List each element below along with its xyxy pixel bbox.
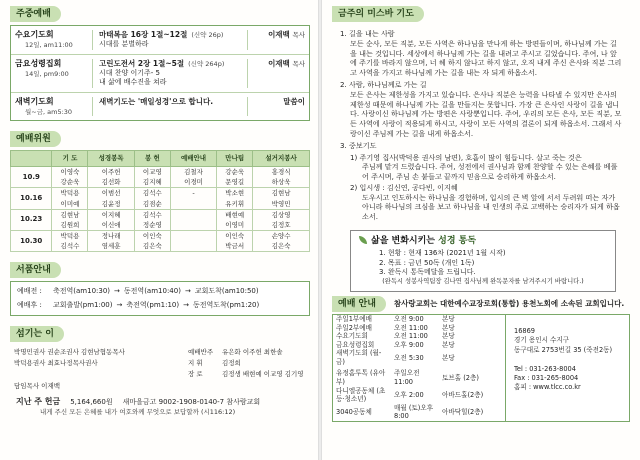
preacher-cell bbox=[247, 97, 305, 117]
service-row bbox=[333, 324, 505, 333]
service-name: 3040공동체 bbox=[336, 407, 372, 416]
service-place: 본당 bbox=[442, 323, 455, 332]
leaf-icon bbox=[359, 236, 367, 244]
contact-line: 홈피 : www.tlcc.co.kr bbox=[514, 383, 581, 392]
service-place: 아바드홀(2층) bbox=[442, 390, 484, 399]
service-info-header bbox=[332, 296, 630, 312]
servers-list bbox=[10, 345, 310, 382]
service-time: 매월 (토)오후 8:00 bbox=[394, 403, 434, 421]
service-name: 주일1부예배 bbox=[336, 315, 373, 324]
worship-name: 금요성령집회 bbox=[15, 58, 62, 68]
service-times-table bbox=[333, 315, 505, 421]
worship-scripture-cell bbox=[93, 30, 247, 50]
server-names: 유은화 이주헌 최한솔 bbox=[222, 348, 283, 357]
service-name: 수요기도회 bbox=[336, 332, 368, 341]
staff-cell bbox=[170, 220, 216, 231]
staff-cell: 이신애 bbox=[88, 220, 134, 231]
staff-header: 예배안내 bbox=[170, 151, 216, 167]
worship-name: 새벽기도회 bbox=[15, 96, 54, 106]
preacher-title: 목사 bbox=[292, 59, 305, 68]
staff-cell: 박덕용 bbox=[52, 230, 88, 241]
scripture-line bbox=[99, 78, 247, 87]
staff-cell: 김은숙 bbox=[253, 241, 310, 252]
campaign-item: 1. 현황 : 현재 136차 (2021년 1월 시작) bbox=[379, 249, 506, 258]
worship-row bbox=[11, 93, 309, 121]
bank-account: 새마을금고 9002-1908-0140-7 참사람교회 bbox=[122, 398, 261, 407]
staff-cell: 이지혜 bbox=[88, 209, 134, 220]
scripture-line bbox=[99, 30, 247, 40]
staff-header: 성경봉독 bbox=[88, 151, 134, 167]
staff-cell: 이경미 bbox=[170, 177, 216, 188]
shuttle-stops bbox=[53, 301, 303, 310]
arrow-icon: → bbox=[116, 300, 123, 309]
server-role-line bbox=[188, 369, 306, 380]
staff-row bbox=[11, 199, 310, 210]
scripture-ref: 시대를 분별하라 bbox=[99, 40, 149, 49]
service-name: 금요성령집회 bbox=[336, 340, 375, 349]
worship-row bbox=[11, 55, 309, 93]
staff-header: 기 도 bbox=[52, 151, 88, 167]
shuttle-label: 예배전 : bbox=[17, 287, 42, 296]
staff-cell: 김석수 bbox=[52, 241, 88, 252]
staff-row bbox=[11, 220, 310, 231]
service-info-title: 예배 안내 bbox=[332, 296, 386, 312]
scripture-line bbox=[99, 69, 247, 78]
worship-name-cell bbox=[15, 97, 93, 117]
staff-cell: 정순영 bbox=[134, 220, 170, 231]
shuttle-section-title: 서품안내 bbox=[10, 262, 61, 278]
staff-cell bbox=[170, 199, 216, 210]
scripture-line bbox=[99, 59, 247, 69]
prayer-item-title: 2. 사람, 하나님께로 가는 길 bbox=[340, 80, 427, 90]
staff-cell: 김철자 bbox=[170, 167, 216, 178]
staff-row bbox=[11, 241, 310, 252]
campaign-title-highlight: 성경 통독 bbox=[438, 235, 477, 246]
staff-header: 봉 헌 bbox=[134, 151, 170, 167]
staff-cell: 김정호 bbox=[253, 220, 310, 231]
servers-section-title: 섬기는 이 bbox=[10, 326, 64, 342]
service-place: 아바닥힐(2층) bbox=[442, 407, 484, 416]
staff-cell: 강순욱 bbox=[52, 177, 88, 188]
service-place: 본당 bbox=[442, 315, 455, 324]
staff-header-date bbox=[11, 151, 52, 167]
arrow-icon: → bbox=[184, 287, 191, 296]
preacher-title: 목사 bbox=[292, 31, 305, 40]
staff-cell: 김원희 bbox=[52, 220, 88, 231]
preacher-cell bbox=[247, 30, 305, 50]
campaign-title bbox=[359, 235, 607, 247]
intercession-item bbox=[340, 153, 622, 182]
prayer-list bbox=[332, 25, 630, 226]
scripture-page: (신약 26p) bbox=[191, 31, 224, 40]
scripture-ref: 내 삶에 배수진을 쳐라 bbox=[99, 78, 167, 87]
shuttle-stop: 교회도착(am10:50) bbox=[194, 287, 259, 296]
left-page bbox=[0, 0, 318, 460]
staff-cell: 이교영 bbox=[134, 167, 170, 178]
staff-cell: 김점순 bbox=[134, 199, 170, 210]
staff-cell: 이영숙 bbox=[52, 167, 88, 178]
server-names: 김정희 bbox=[222, 359, 241, 368]
staff-cell: 하상욱 bbox=[253, 177, 310, 188]
staff-table bbox=[10, 150, 310, 252]
worship-time: 월~금, am5:30 bbox=[25, 107, 73, 116]
staff-cell: 강순욱 bbox=[217, 167, 253, 178]
server-role-line bbox=[188, 358, 306, 369]
service-time: 오전 5:30 bbox=[394, 353, 424, 362]
staff-cell: 김지혜 bbox=[134, 177, 170, 188]
contact-line: Tel : 031-263-8004 bbox=[514, 364, 576, 373]
service-name: 유정홈투톡 (유아부) bbox=[336, 369, 386, 387]
prayer-item-body: 모든 은사는 제한성을 가지고 있습니다. 은사나 직분은 능력을 나타낼 수 있지만 은사의 제한성 때문에 하나님께 가는 길을 만들지는 못합니다. 가장 큰 은사인 사랑이 길을 냅니다. 사랑이신 하나님께 가는 방편은 사랑뿐입니다. 주여, 우리의 모든 은사, 모든 직분, 모든 사역에 사랑이 적용되게 하시고, 사랑이 모든 사역의 결론이 되게 하옵소서. 그래서 사랑이신 주님께 가는 길을 내게 하옵소서. bbox=[350, 89, 622, 138]
service-time: 오전 11:00 bbox=[394, 323, 428, 332]
intercession-body: 도우시고 인도하시는 하나님을 경험하며, 입시의 큰 벽 앞에 서서 두려워 떠는 자가 아니라 하나님의 크심을 보고 하나님을 내 인생의 주로 고백하는 승리자가 되게 하옵소서. bbox=[362, 192, 620, 222]
bible-reading-campaign bbox=[350, 230, 616, 292]
prayer-item bbox=[340, 29, 622, 78]
scripture-ref: 고린도전서 2장 1절~5절 bbox=[99, 58, 185, 68]
staff-cell: 염세훈 bbox=[88, 241, 134, 252]
staff-cell: 김현남 bbox=[253, 188, 310, 199]
service-time: 오전 9:00 bbox=[394, 315, 424, 324]
worship-scripture-cell bbox=[93, 59, 247, 88]
worship-name: 수요기도회 bbox=[15, 30, 54, 40]
service-name: 새벽기도회 (월-금) bbox=[336, 349, 382, 366]
staff-cell: 정나래 bbox=[88, 230, 134, 241]
staff-cell bbox=[170, 230, 216, 241]
staff-row bbox=[11, 230, 310, 241]
staff-cell: 김선화 bbox=[88, 177, 134, 188]
staff-cell: 손양수 bbox=[253, 230, 310, 241]
staff-cell: 김은숙 bbox=[134, 241, 170, 252]
staff-cell: 이인숙 bbox=[217, 230, 253, 241]
shuttle-label: 예배후 : bbox=[17, 300, 42, 309]
staff-cell: 김윤정 bbox=[88, 199, 134, 210]
staff-cell: 홍경식 bbox=[253, 167, 310, 178]
church-address bbox=[505, 315, 629, 421]
scripture-page: (신약 264p) bbox=[188, 59, 225, 68]
service-row bbox=[333, 404, 505, 421]
staff-cell bbox=[170, 209, 216, 220]
prayer-section-title: 금주의 미스바 기도 bbox=[332, 6, 424, 22]
service-place: 본당 bbox=[442, 353, 455, 362]
service-info-box bbox=[332, 314, 630, 422]
staff-cell: 박금서 bbox=[217, 241, 253, 252]
staff-cell: 이영미 bbox=[217, 220, 253, 231]
offering-amount: 5,164,660원 bbox=[70, 398, 113, 407]
scripture-line bbox=[99, 40, 247, 49]
staff-cell: 김석수 bbox=[134, 188, 170, 199]
staff-cell: - bbox=[170, 188, 216, 199]
staff-date: 10.9 bbox=[11, 167, 52, 188]
server-role: 예배반주 bbox=[188, 348, 214, 357]
servers-col-1 bbox=[14, 347, 188, 380]
staff-date: 10.30 bbox=[11, 230, 52, 251]
scripture-line bbox=[99, 97, 247, 107]
prayer-item bbox=[340, 141, 622, 151]
shuttle-stop: 동전역(am10:40) bbox=[123, 287, 181, 296]
shuttle-row bbox=[11, 285, 309, 298]
prayer-item-title: 1. 길을 내는 사람 bbox=[340, 29, 395, 39]
staff-header: 만나팀 bbox=[217, 151, 253, 167]
staff-row bbox=[11, 209, 310, 220]
shuttle-stop: 축전역(pm1:10) bbox=[126, 300, 180, 309]
scripture-ref: 새벽기도는 '매일성경'으로 합니다. bbox=[99, 96, 214, 106]
intercession-item bbox=[340, 183, 622, 222]
staff-cell: 박덕용 bbox=[52, 188, 88, 199]
campaign-items bbox=[359, 249, 607, 277]
scripture-ref: 마태복음 16장 1절~12절 bbox=[99, 30, 188, 40]
campaign-item: 2. 목표 : 금년 50독 (개인 1독) bbox=[379, 258, 475, 267]
service-row bbox=[333, 332, 505, 341]
campaign-note: (완독시 성봉사역팀장 김나연 집사님께 완독문자를 남겨주시기 바랍니다.) bbox=[382, 278, 584, 286]
staff-header: 설거지봉사 bbox=[253, 151, 310, 167]
service-place: 토브홀 (2층) bbox=[442, 373, 479, 382]
staff-row bbox=[11, 177, 310, 188]
service-row bbox=[333, 387, 505, 404]
staff-cell: 이범선 bbox=[88, 188, 134, 199]
shuttle-stop: 동전역도착(pm1:20) bbox=[192, 300, 260, 309]
server-names: 김정생 배현예 이교영 김기영 bbox=[222, 370, 304, 379]
intercession-body: 주님께 맡겨 드렸습니다. 주여, 성전에서 권사님과 함께 찬양할 수 있는 은혜를 베풀어 주시며, 주님 손 붙들고 끝까지 믿음으로 승리하게 하옵소서. bbox=[362, 162, 618, 182]
church-affiliation: 참사랑교회는 대한예수교장로회(통합) 용천노회에 소속된 교회입니다. bbox=[393, 298, 625, 308]
shuttle-stops bbox=[53, 287, 303, 296]
staff-cell: 이인숙 bbox=[134, 230, 170, 241]
service-row bbox=[333, 349, 505, 366]
service-time: 오후 9:00 bbox=[394, 340, 424, 349]
worship-scripture-cell bbox=[93, 97, 247, 117]
right-page bbox=[322, 0, 640, 460]
staff-cell: 이주헌 bbox=[88, 167, 134, 178]
worship-table bbox=[10, 25, 310, 121]
preacher-name: 이재백 bbox=[268, 58, 290, 68]
worship-time: 14일, pm9:00 bbox=[25, 69, 69, 78]
service-name: 주일2부예배 bbox=[336, 323, 373, 332]
prayer-item bbox=[340, 80, 622, 139]
staff-cell: 문영길 bbox=[217, 177, 253, 188]
address-lines bbox=[514, 327, 623, 355]
server-role-line bbox=[188, 347, 306, 358]
scripture-ref: 시대 찬양 이기주- 5 bbox=[99, 68, 160, 77]
staff-section-title: 예배위원 bbox=[10, 131, 61, 147]
shuttle-stop: 교회출발(pm1:00) bbox=[53, 300, 113, 309]
offering-summary bbox=[10, 397, 310, 408]
server-role: 지 휘 bbox=[188, 359, 203, 368]
intercession-title: 2) 입시생 : 김신연, 공다빈, 이지혜 bbox=[350, 182, 458, 192]
staff-cell: 박소현 bbox=[217, 188, 253, 199]
worship-section-title: 주중예배 bbox=[10, 6, 61, 22]
offering-verse: 내게 주신 모든 은혜를 내가 여호와께 무엇으로 보답할까 (시116:12) bbox=[40, 408, 236, 417]
servers-col-2 bbox=[188, 347, 306, 380]
worship-name-cell bbox=[15, 30, 93, 50]
offering-label: 지난 주 헌금 bbox=[16, 397, 61, 407]
server-line: 박명민권사 권순조권사 김현남협동목사 bbox=[14, 348, 125, 357]
prayer-item-body: 모든 순사, 모든 직분, 모든 사역은 하나님을 만나게 하는 방편들이며, 하나님께 가는 길을 내는 것입니다. 세상에서 하나님께 가는 길을 내려고 주시고 길었습니다. 주여, 나 앞에 주기를 바라지 않으며, 너 헤 하지 않나고 하지 않고, 오직 내게 주신 은사와 직분 그리고 사역을 가지고 하나님께 가는 길을 내는 자 되게 하옵소서. bbox=[350, 38, 622, 78]
staff-cell: 박영민 bbox=[253, 199, 310, 210]
address-line: 동구대로 2753번길 35 (죽전2동) bbox=[514, 345, 613, 354]
service-place: 본당 bbox=[442, 340, 455, 349]
intercession-title: 1) 주기영 집사(박덕용 권사의 남편), 호흡이 많이 힘듭니다. 살고 죽는 것은 bbox=[350, 152, 582, 162]
worship-time: 12일, am11:00 bbox=[25, 40, 73, 49]
worship-name-cell bbox=[15, 59, 93, 88]
address-line: 16869 bbox=[514, 327, 535, 336]
campaign-item: 3. 완독시 통독메달을 드립니다. bbox=[379, 268, 476, 276]
arrow-icon: → bbox=[183, 300, 189, 309]
staff-date: 10.16 bbox=[11, 188, 52, 209]
worship-row bbox=[11, 26, 309, 55]
service-row bbox=[333, 366, 505, 386]
preacher-name: 이재백 bbox=[268, 30, 290, 40]
shuttle-stop: 축전역(am10:30) bbox=[53, 287, 111, 296]
staff-cell: 배현예 bbox=[217, 209, 253, 220]
service-name: 다니엘공동체 (초등·청소년) bbox=[336, 386, 386, 404]
staff-cell: 김석수 bbox=[134, 209, 170, 220]
server-role: 장 로 bbox=[188, 370, 203, 379]
staff-cell: 김현남 bbox=[52, 209, 88, 220]
staff-date: 10.23 bbox=[11, 209, 52, 230]
staff-cell: 유키휘 bbox=[217, 199, 253, 210]
service-place: 본당 bbox=[442, 332, 455, 341]
staff-cell: 이미예 bbox=[52, 199, 88, 210]
service-time: 오전 11:00 bbox=[394, 332, 428, 341]
contact-lines bbox=[514, 365, 623, 393]
service-time: 주일오전 11:00 bbox=[394, 369, 420, 387]
shuttle-row bbox=[11, 299, 309, 312]
prayer-item-title: 3. 중보기도 bbox=[340, 140, 377, 150]
address-line: 경기 용인시 수지구 bbox=[514, 336, 570, 345]
staff-cell bbox=[170, 241, 216, 252]
staff-row bbox=[11, 188, 310, 199]
service-time: 오후 2:00 bbox=[394, 390, 424, 399]
preacher-name: 말씀이 bbox=[283, 96, 305, 106]
service-row bbox=[333, 315, 505, 324]
contact-line: Fax : 031-265-8004 bbox=[514, 373, 579, 382]
campaign-title-prefix: 삶을 변화시키는 bbox=[371, 235, 439, 246]
staff-row bbox=[11, 167, 310, 178]
preacher-cell bbox=[247, 59, 305, 88]
server-line: 박덕용권사 최효나정목사권사 bbox=[14, 359, 98, 368]
staff-cell: 김상영 bbox=[253, 209, 310, 220]
arrow-icon: → bbox=[114, 287, 120, 296]
senior-pastor: 담임목사 이재백 bbox=[14, 382, 61, 391]
shuttle-schedule bbox=[10, 281, 310, 316]
